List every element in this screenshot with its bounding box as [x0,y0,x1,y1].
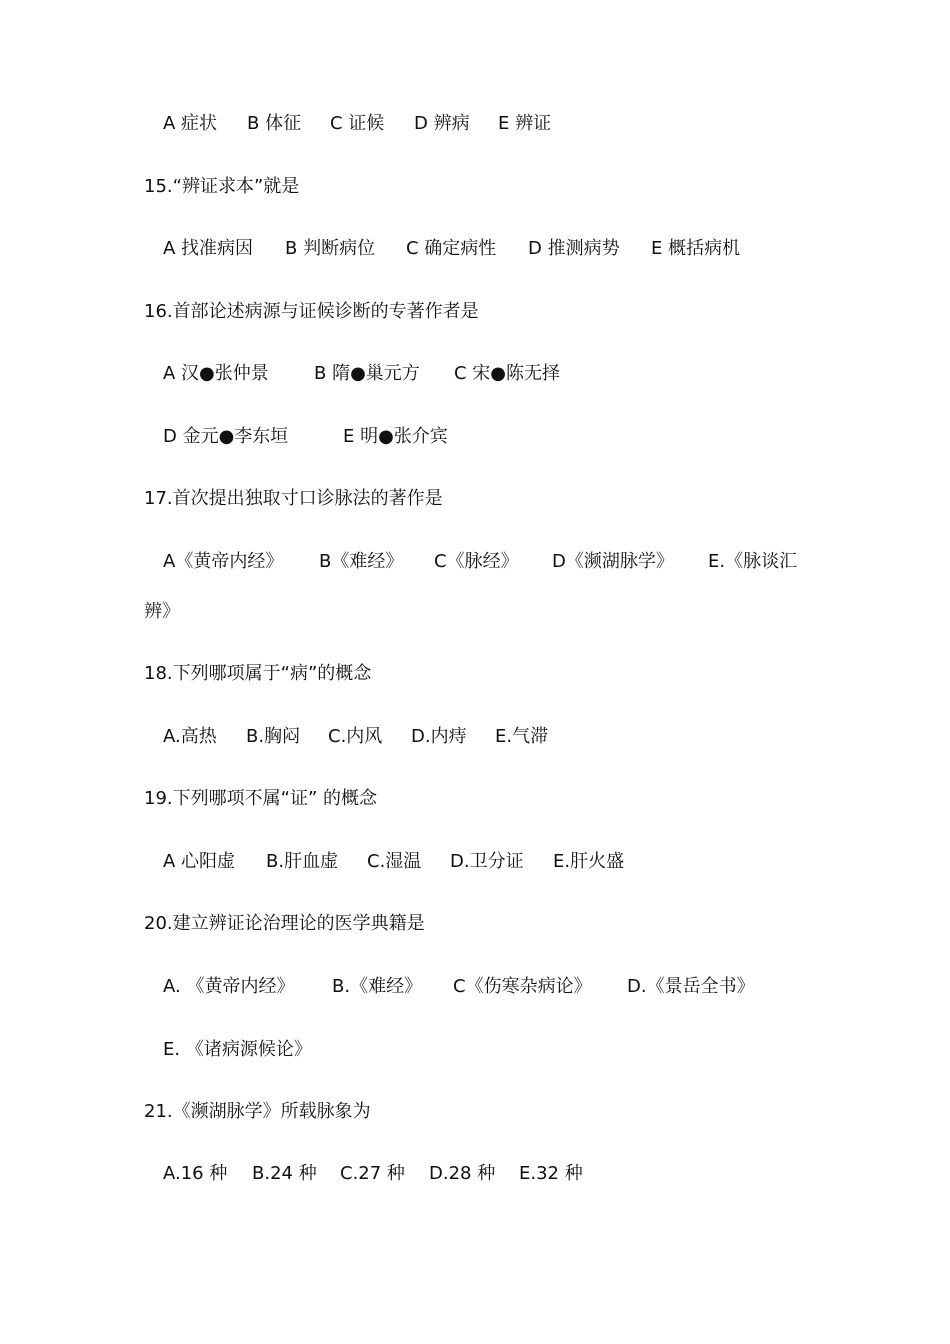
option-a: A 心阳虚 [163,851,236,872]
option-b: B《难经》 [319,551,404,572]
option-b: B.《难经》 [332,976,423,997]
option-c: C《伤寒杂病论》 [453,976,592,997]
option-e: E.《脉谈汇 [708,551,798,572]
option-b: B 判断病位 [285,238,376,259]
option-b: B 体征 [247,113,302,134]
option-e: E 概括病机 [651,238,741,259]
option-a: A 找准病因 [163,238,254,259]
option-e: E 辨证 [498,113,552,134]
option-e: E.气滞 [495,726,549,747]
option-c: C 宋●陈无择 [454,363,560,384]
option-d: D.内痔 [411,726,467,747]
option-e: E. 《诸病源候论》 [163,1039,312,1060]
option-a: A 症状 [163,113,218,134]
option-c: C 证候 [330,113,385,134]
option-c: C 确定病性 [406,238,497,259]
question-16: 16.首部论述病源与证候诊断的专著作者是 [144,301,479,322]
option-e: E.肝火盛 [553,851,625,872]
question-18: 18.下列哪项属于“病”的概念 [144,663,372,684]
option-c: C《脉经》 [434,551,519,572]
option-e-continuation: 辨》 [144,601,180,622]
question-20: 20.建立辨证论治理论的医学典籍是 [144,913,425,934]
option-c: C.内风 [328,726,383,747]
option-a: A.高热 [163,726,217,747]
option-d: D.《景岳全书》 [627,976,755,997]
option-e: E 明●张介宾 [343,426,448,447]
option-d: D 推测病势 [528,238,620,259]
option-d: D《濒湖脉学》 [552,551,674,572]
option-b: B 隋●巢元方 [314,363,420,384]
option-d: D 辨病 [414,113,470,134]
option-a: A 汉●张仲景 [163,363,269,384]
question-17: 17.首次提出独取寸口诊脉法的著作是 [144,488,443,509]
question-15: 15.“辨证求本”就是 [144,176,300,197]
option-c: C.湿温 [367,851,422,872]
option-d: D.28 种 [429,1163,496,1184]
option-c: C.27 种 [340,1163,405,1184]
option-b: B.24 种 [252,1163,317,1184]
option-b: B.肝血虚 [266,851,339,872]
question-21: 21.《濒湖脉学》所载脉象为 [144,1101,371,1122]
option-d: D 金元●李东垣 [163,426,289,447]
option-a: A.16 种 [163,1163,228,1184]
option-d: D.卫分证 [450,851,524,872]
option-a: A《黄帝内经》 [163,551,284,572]
question-19: 19.下列哪项不属“证” 的概念 [144,788,377,809]
option-b: B.胸闷 [246,726,301,747]
option-a: A. 《黄帝内经》 [163,976,295,997]
option-e: E.32 种 [519,1163,583,1184]
options-row-20b [163,1038,312,1062]
